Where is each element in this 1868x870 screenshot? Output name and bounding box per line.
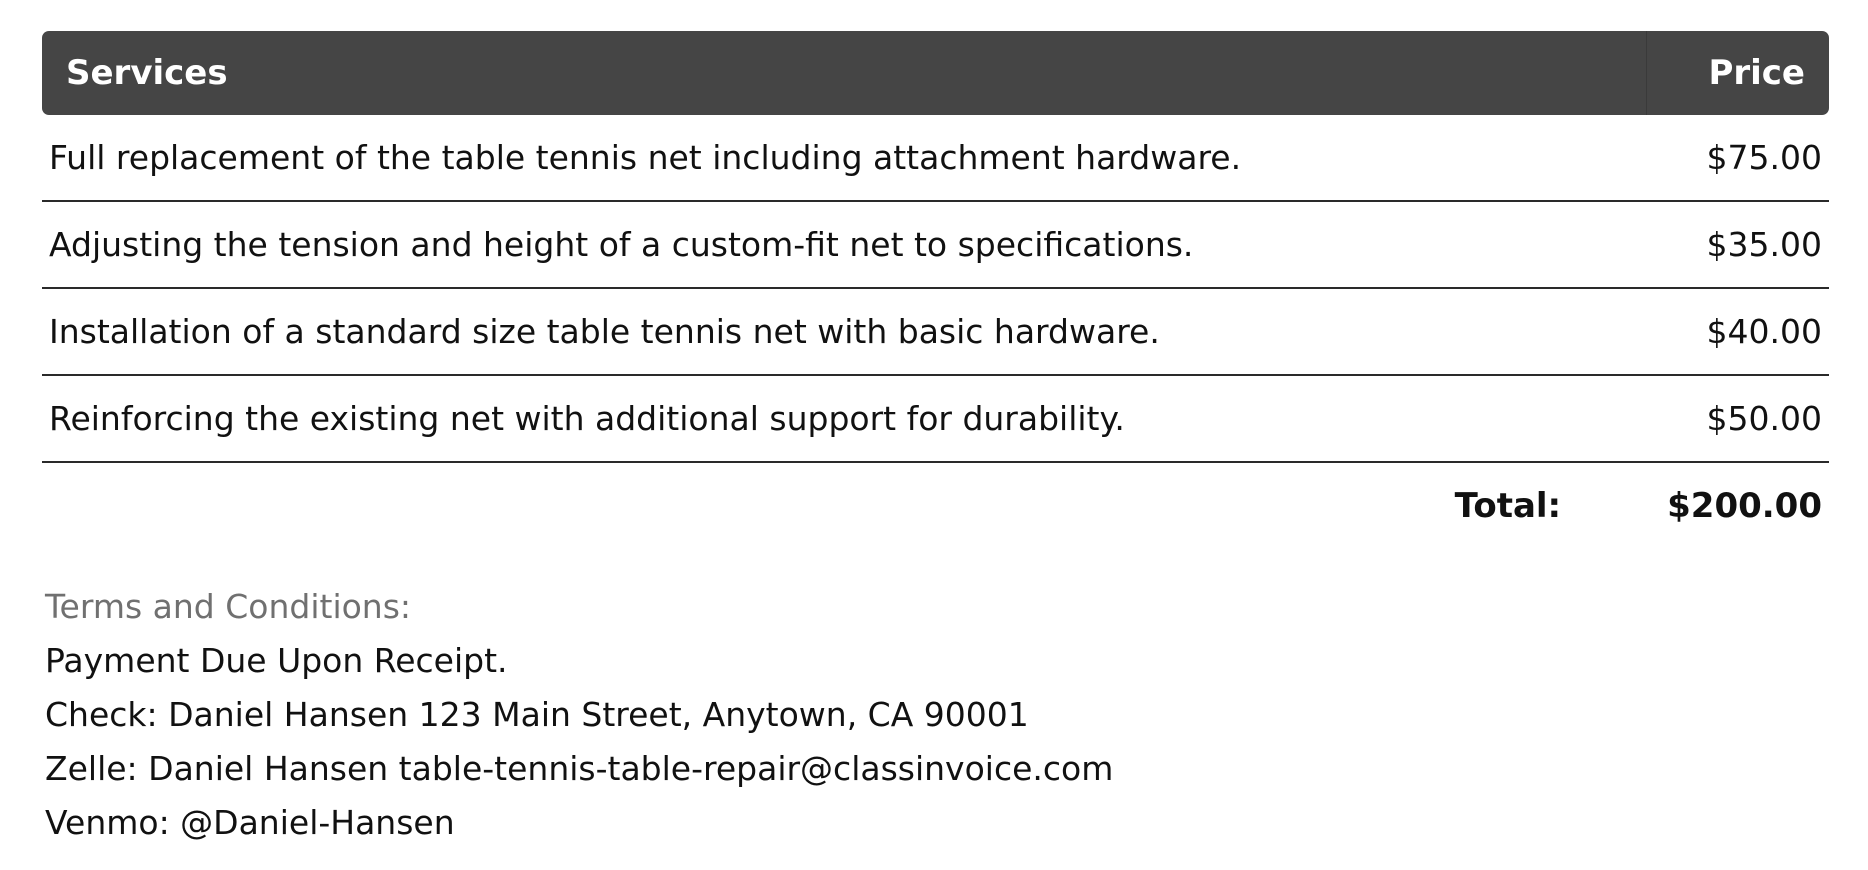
service-price: $50.00 (1706, 399, 1822, 438)
total-row (42, 463, 1829, 548)
services-column-header: Services (66, 53, 228, 93)
service-price: $35.00 (1706, 225, 1822, 264)
service-description: Full replacement of the table tennis net including attachment hardware. (49, 138, 1242, 177)
table-header (42, 31, 1829, 115)
table-row (42, 115, 1829, 202)
table-row (42, 202, 1829, 289)
price-column-header: Price (1708, 53, 1805, 93)
service-price: $40.00 (1706, 312, 1822, 351)
table-row (42, 289, 1829, 376)
services-table (42, 31, 1829, 548)
venmo-payment-line: Venmo: @Daniel-Hansen (45, 803, 455, 842)
service-description: Reinforcing the existing net with additional support for durability. (49, 399, 1125, 438)
zelle-payment-line: Zelle: Daniel Hansen table-tennis-table-repair@classinvoice.com (45, 749, 1114, 788)
check-payment-line: Check: Daniel Hansen 123 Main Street, Anytown, CA 90001 (45, 695, 1029, 734)
table-row (42, 376, 1829, 463)
service-price: $75.00 (1706, 138, 1822, 177)
total-label: Total: (1454, 485, 1562, 526)
service-description: Adjusting the tension and height of a custom-fit net to specifications. (49, 225, 1194, 264)
terms-title: Terms and Conditions: (45, 587, 412, 626)
header-divider (1646, 31, 1647, 115)
service-description: Installation of a standard size table tennis net with basic hardware. (49, 312, 1160, 351)
total-value: $200.00 (1667, 485, 1822, 526)
payment-due-line: Payment Due Upon Receipt. (45, 641, 508, 680)
terms-section (45, 580, 1113, 850)
